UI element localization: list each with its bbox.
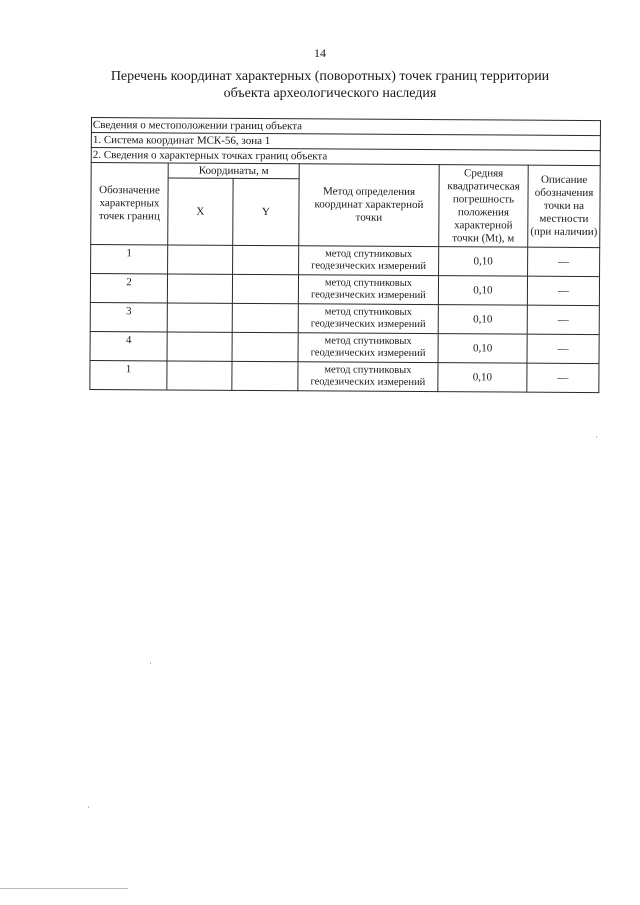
point-label: 1 <box>90 360 167 389</box>
x-value <box>167 303 232 332</box>
rmse-cell: 0,10 <box>438 334 527 364</box>
description-cell: — <box>527 363 599 392</box>
header-description: Описание обозначения точки на местности (при наличии) <box>528 165 601 247</box>
rmse-cell: 0,10 <box>438 276 527 306</box>
method-cell: метод спутниковых геодезических измерений <box>299 246 439 276</box>
description-cell: — <box>528 247 600 276</box>
points-info-cell: 2. Сведения о характерных точках границ объекта <box>91 148 600 166</box>
point-label: 2 <box>90 274 167 303</box>
x-value <box>168 245 233 274</box>
y-value <box>232 274 298 303</box>
page-number: 14 <box>314 46 326 60</box>
x-value <box>167 274 232 303</box>
header-x: X <box>168 178 233 245</box>
table-row <box>91 245 600 277</box>
scan-artifact <box>88 806 89 808</box>
y-value <box>233 245 299 274</box>
y-value <box>232 361 298 390</box>
y-value <box>232 303 298 332</box>
method-cell: метод спутниковых геодезических измерений <box>298 362 438 392</box>
table-row <box>90 302 599 334</box>
scan-artifact <box>596 436 597 438</box>
scan-artifact <box>0 888 128 889</box>
point-label: 4 <box>90 331 167 360</box>
coordinates-table <box>89 117 601 393</box>
title-line-1: Перечень координат характерных (поворотных) точек границ территории <box>110 69 550 84</box>
title-line-2: объекта археологического наследия <box>223 86 437 101</box>
header-coordinates: Координаты, м <box>168 163 299 179</box>
method-cell: метод спутниковых геодезических измерений <box>298 275 438 305</box>
table-row <box>90 360 599 392</box>
table-row <box>90 331 599 363</box>
point-label: 1 <box>91 245 168 274</box>
method-cell: метод спутниковых геодезических измерений <box>298 333 438 363</box>
description-cell: — <box>527 276 599 305</box>
method-cell: метод спутниковых геодезических измерений <box>298 304 438 334</box>
rmse-cell: 0,10 <box>438 363 527 393</box>
point-label: 3 <box>90 302 167 331</box>
location-section-cell: Сведения о местоположении границ объекта <box>91 118 600 136</box>
description-cell: — <box>527 334 599 363</box>
header-method: Метод определения координат характерной точки <box>299 164 439 247</box>
x-value <box>167 361 232 390</box>
coord-system-cell: 1. Система координат МСК-56, зона 1 <box>91 133 600 151</box>
y-value <box>232 332 298 361</box>
document-title <box>100 68 560 102</box>
header-y: Y <box>233 178 299 245</box>
header-rmse: Средняя квадратическая погрешность положения характерной точки (Mt), м <box>439 165 528 248</box>
x-value <box>167 332 232 361</box>
description-cell: — <box>527 305 599 334</box>
coordinates-table-wrapper <box>89 117 600 393</box>
header-designation: Обозначение характерных точек границ <box>91 163 168 245</box>
scan-artifact <box>150 662 151 664</box>
rmse-cell: 0,10 <box>438 305 527 335</box>
rmse-cell: 0,10 <box>439 247 528 277</box>
table-row <box>90 274 599 306</box>
